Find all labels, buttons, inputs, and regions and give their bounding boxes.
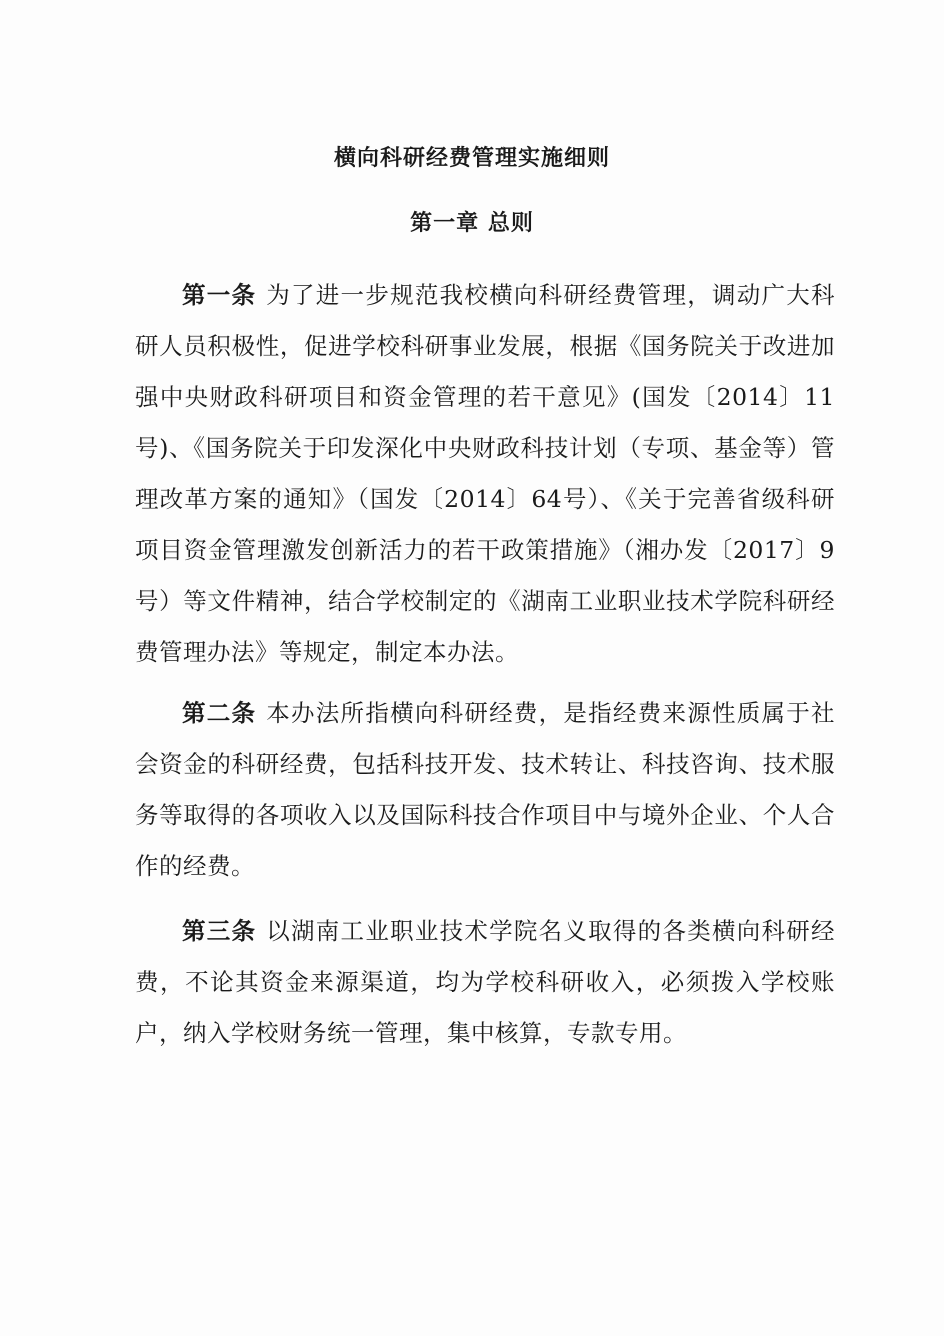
article-3-body: 以湖南工业职业技术学院名义取得的各类横向科研经费，不论其资金来源渠道，均为学校科研收入，必须拨入学校账户，纳入学校财务统一管理，集中核算，专款专用。 [135,917,836,1047]
article-1-lead: 第一条 [182,281,257,309]
article-3-lead: 第三条 [182,917,257,945]
article-1 [135,270,835,678]
chapter-heading: 第一章 总则 [410,210,534,236]
article-3 [135,906,835,1059]
article-2 [135,688,835,892]
article-2-lead: 第二条 [182,699,257,727]
article-2-body: 本办法所指横向科研经费，是指经费来源性质属于社会资金的科研经费，包括科技开发、技术转让、科技咨询、技术服务等取得的各项收入以及国际科技合作项目中与境外企业、个人合作的经费。 [135,699,836,880]
document-title: 横向科研经费管理实施细则 [333,145,610,171]
article-1-body: 为了进一步规范我校横向科研经费管理，调动广大科研人员积极性，促进学校科研事业发展，根据《国务院关于改进加强中央财政科研项目和资金管理的若干意见》(国发〔2014〕11号)、《国务院关于印发深化中央财政科技计划（专项、基金等）管理改革方案的通知》（国发〔2014〕64号）、《关于完善省级科研项目资金管理激发创新活力的若干政策措施》（湘办发〔2017〕9号）等文件精神，结合学校制定的《湖南工业职业技术学院科研经费管理办法》等规定，制定本办法。 [135,281,836,666]
